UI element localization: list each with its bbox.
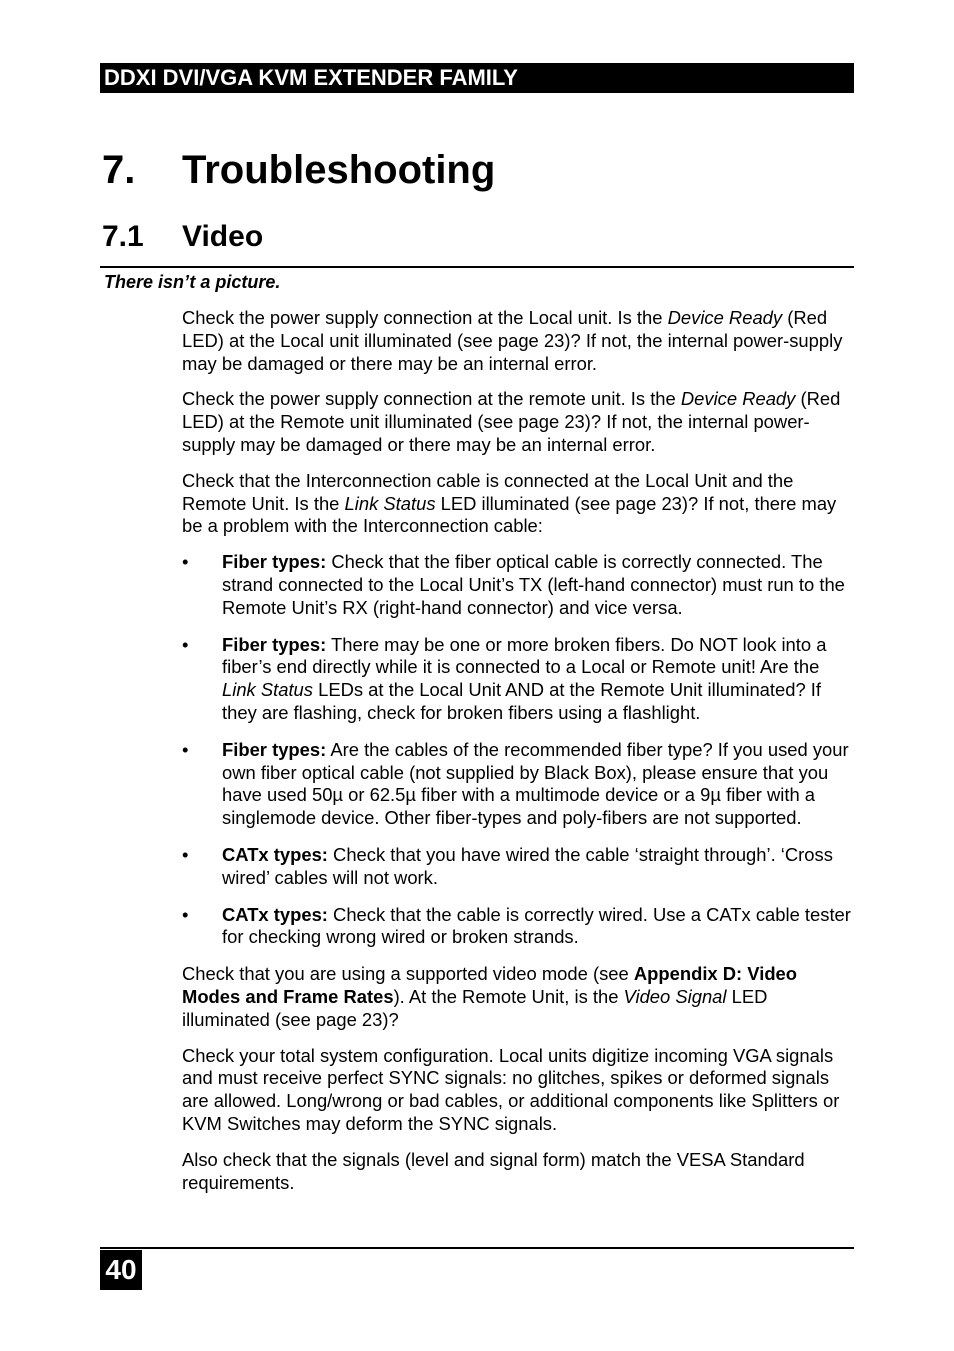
cable-check-list bbox=[182, 551, 854, 949]
text-run: Check that the Interconnection cable is connected at the Local Unit and the Remote Unit. Is the bbox=[182, 469, 794, 514]
chapter-heading bbox=[102, 146, 495, 194]
item-label: CATx types: bbox=[222, 843, 328, 865]
section-number: 7.1 bbox=[102, 220, 144, 253]
text-run: Check that you are using a supported video mode (see bbox=[182, 963, 634, 985]
emphasis: Device Ready bbox=[680, 388, 796, 410]
text-run: LED illuminated (see page 23)? If not, there may be a problem with the Interconnection cable: bbox=[182, 492, 837, 537]
section-heading bbox=[102, 218, 263, 256]
text-run: LED illuminated (see page 23)? bbox=[182, 985, 768, 1030]
section-divider bbox=[100, 266, 854, 268]
item-text: There may be one or more broken fibers. Do NOT look into a fiber’s end directly while it is connected to a Local or Remote unit! Are the bbox=[222, 633, 827, 678]
item-text: Check that the fiber optical cable is correctly connected. The strand connected to the Local Unit’s TX (left-hand connector) must run to the Remote Unit’s RX (right-hand connector) and vice versa. bbox=[222, 551, 845, 618]
paragraph-local-power bbox=[182, 307, 854, 375]
text-run: ). At the Remote Unit, is the bbox=[393, 985, 624, 1007]
bullet-icon: • bbox=[182, 738, 189, 760]
item-text: Are the cables of the recommended fiber type? If you used your own fiber optical cable (not supplied by Black Box), please ensure that you have used 50µ or 62.5µ fiber with a multimode device or a 9µ fiber with a singlemode device. Other fiber-types and poly-fibers are not supported. bbox=[222, 738, 849, 829]
emphasis: Link Status bbox=[222, 679, 313, 701]
text-run: Check the power supply connection at the remote unit. Is the bbox=[182, 388, 681, 410]
item-label: Fiber types: bbox=[222, 738, 327, 760]
paragraph-vesa: Also check that the signals (level and signal form) match the VESA Standard requirements. bbox=[182, 1148, 805, 1193]
emphasis: Link Status bbox=[344, 492, 436, 514]
list-item bbox=[182, 551, 854, 619]
list-item bbox=[182, 634, 854, 725]
item-label: CATx types: bbox=[222, 903, 328, 925]
list-item bbox=[182, 739, 854, 830]
item-text: LEDs at the Local Unit AND at the Remote Unit illuminated? If they are flashing, check for broken fibers using a flashlight. bbox=[222, 679, 822, 723]
paragraph-video-mode bbox=[182, 963, 854, 1031]
bullet-icon: • bbox=[182, 843, 189, 865]
bullet-icon: • bbox=[182, 633, 189, 655]
list-item bbox=[182, 904, 854, 950]
emphasis: Device Ready bbox=[667, 307, 783, 328]
text-run: (Red LED) at the Remote unit illuminated (see page 23)? If not, the internal power-supply may be damaged or there may be an internal error. bbox=[182, 388, 841, 455]
paragraph-interconnection bbox=[182, 470, 854, 538]
item-label: Fiber types: bbox=[222, 633, 327, 655]
text-run: (Red LED) at the Local unit illuminated (see page 23)? If not, the internal power-supply may be damaged or there may be an internal error. bbox=[182, 307, 843, 374]
paragraph-system-config: Check your total system configuration. Local units digitize incoming VGA signals and must receive perfect SYNC signals: no glitches, spikes or deformed signals are allowed. Long/wrong or bad cables, or additional components like Splitters or KVM Switches may deform the SYNC signals. bbox=[182, 1044, 840, 1134]
emphasis: Video Signal bbox=[623, 985, 727, 1007]
item-text: Check that the cable is correctly wired. Use a CATx cable tester for checking wrong wired or broken strands. bbox=[222, 903, 851, 948]
problem-title: There isn’t a picture. bbox=[104, 272, 281, 292]
cross-reference: Appendix D: Video Modes and Frame Rates bbox=[182, 963, 798, 1007]
item-text: Check that you have wired the cable ‘straight through’. ‘Cross wired’ cables will not work. bbox=[222, 843, 833, 888]
footer-divider bbox=[100, 1247, 854, 1249]
bullet-icon: • bbox=[182, 551, 189, 573]
section-title: Video bbox=[182, 220, 264, 253]
text-run: Check the power supply connection at the Local unit. Is the bbox=[182, 307, 668, 328]
chapter-number: 7. bbox=[102, 148, 136, 192]
paragraph-remote-power bbox=[182, 388, 854, 456]
page-number: 40 bbox=[100, 1250, 142, 1290]
item-label: Fiber types: bbox=[222, 551, 327, 573]
bullet-icon: • bbox=[182, 903, 189, 925]
running-header: DDXI DVI/VGA KVM EXTENDER FAMILY bbox=[100, 63, 854, 93]
chapter-title: Troubleshooting bbox=[182, 148, 496, 192]
body-text bbox=[182, 307, 854, 1207]
list-item bbox=[182, 844, 854, 890]
